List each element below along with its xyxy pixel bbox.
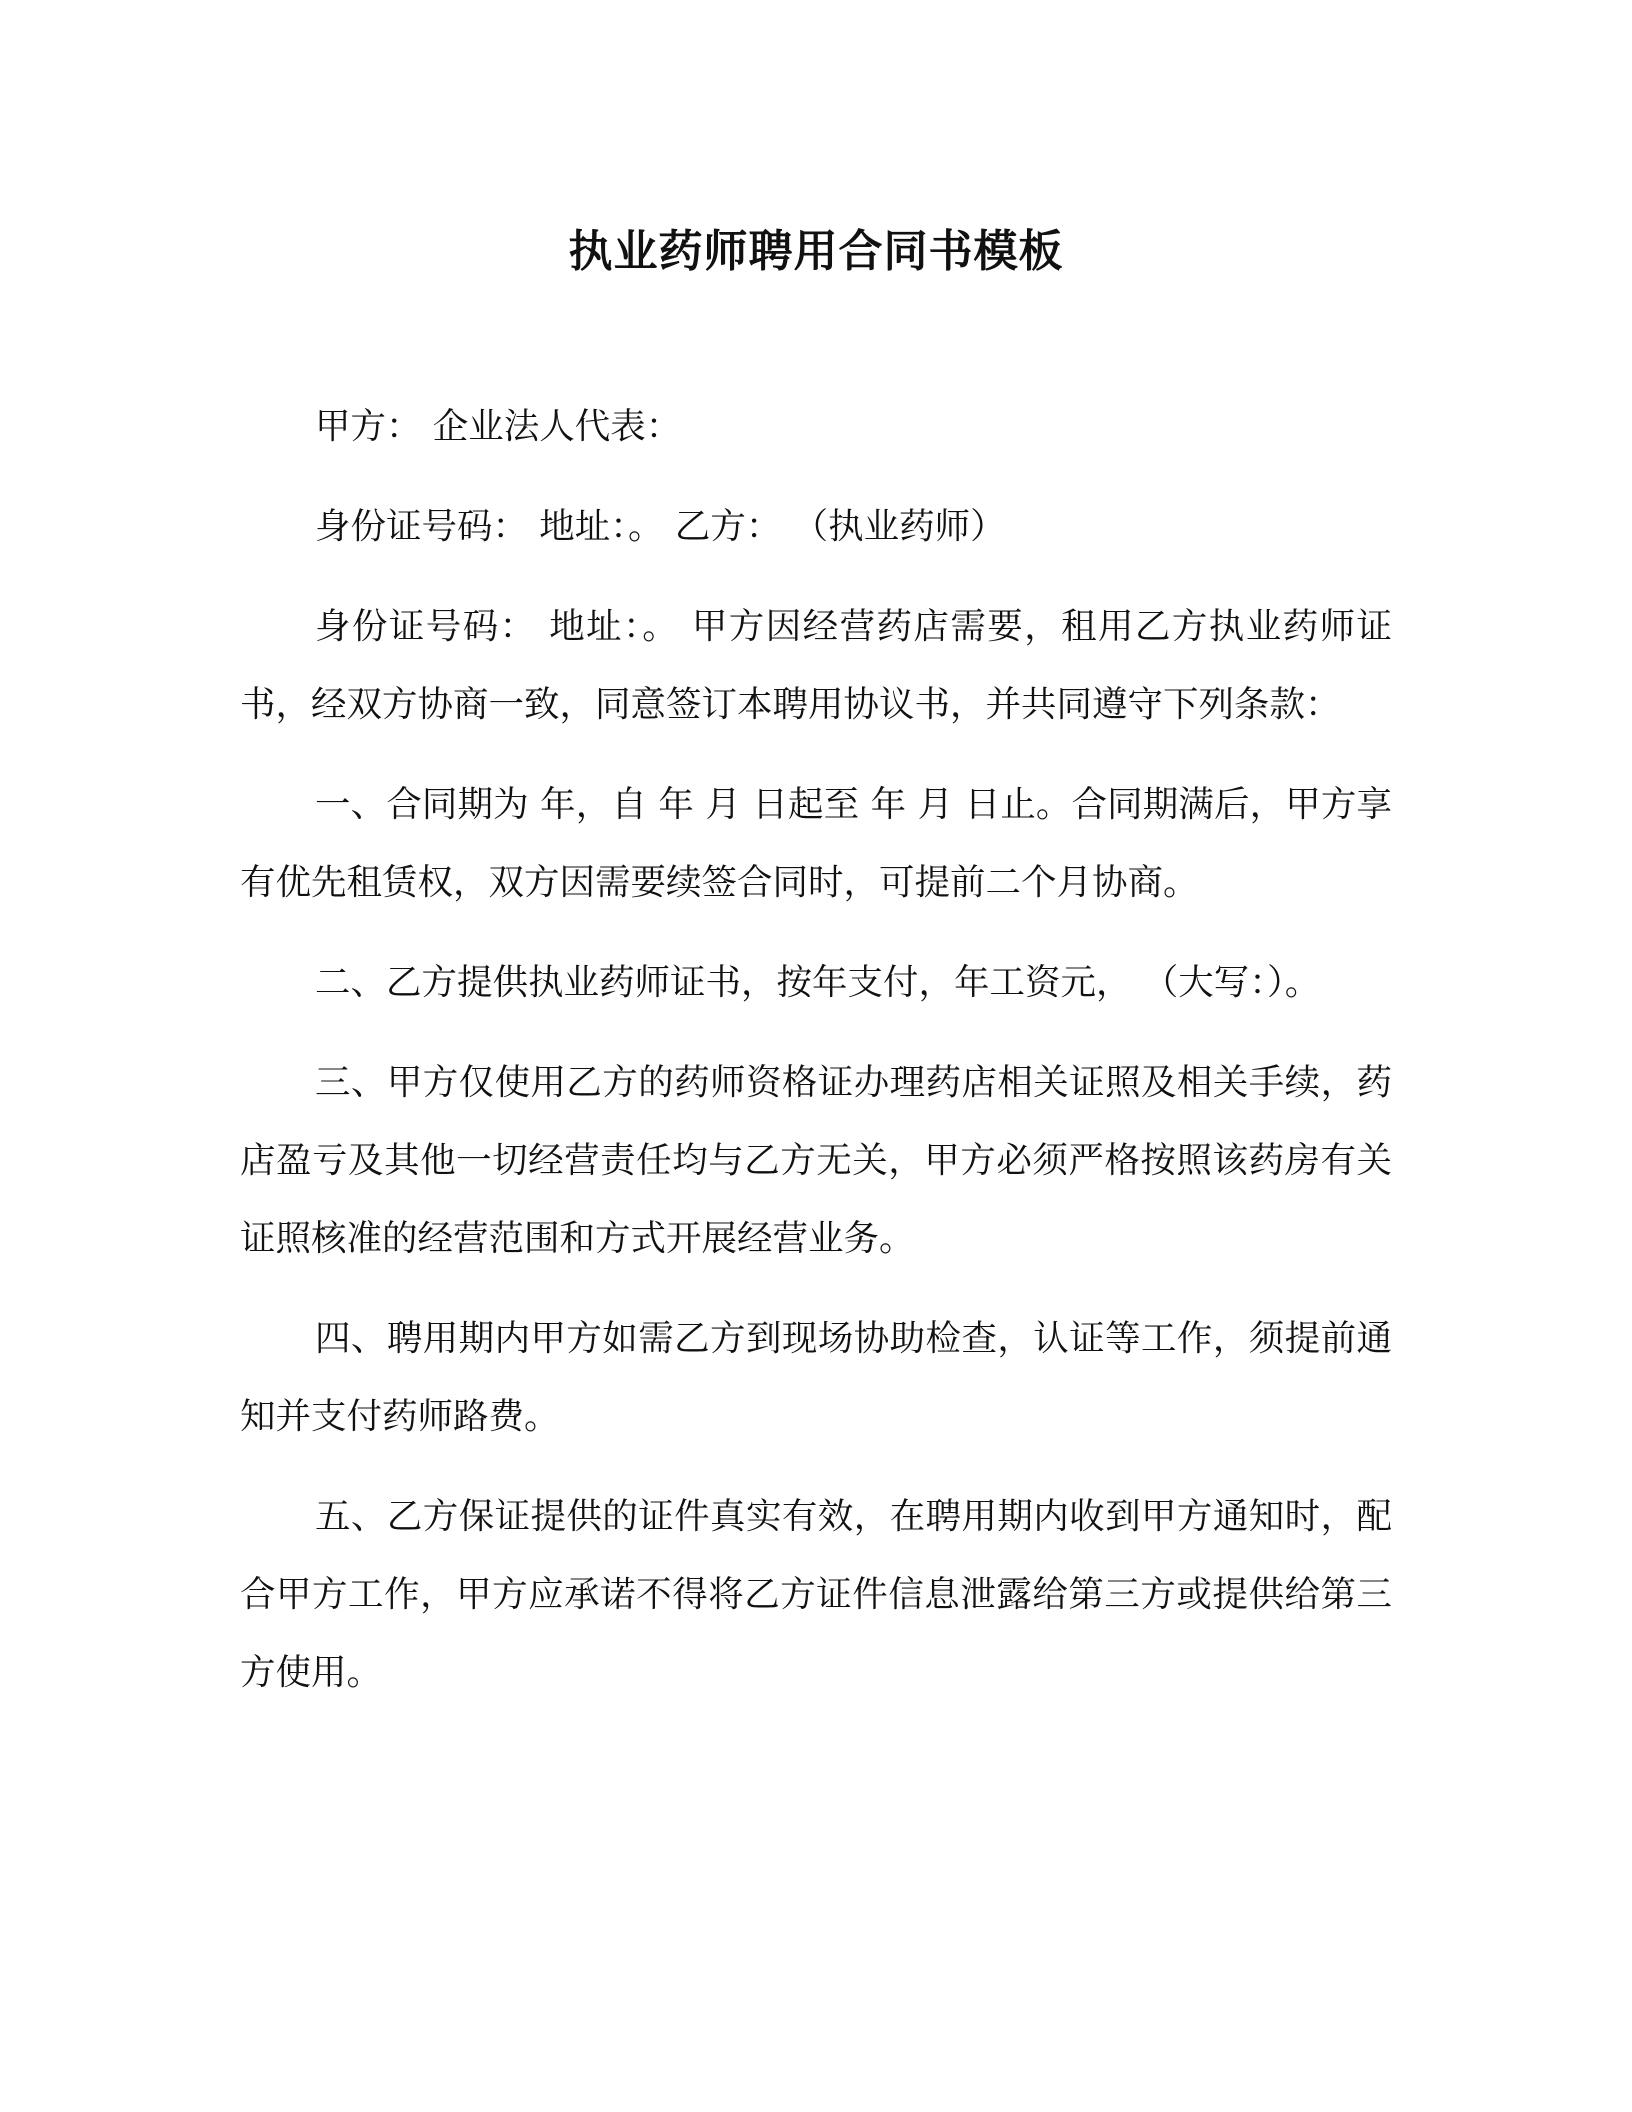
paragraph-preamble: 身份证号码： 地址：。 甲方因经营药店需要，租用乙方执业药师证书，经双方协商一致，同意签订本聘用协议书，并共同遵守下列条款： — [240, 606, 1392, 725]
document-title: 执业药师聘用合同书模板 — [568, 226, 1064, 277]
paragraph-clause-4: 四、聘用期内甲方如需乙方到现场协助检查，认证等工作，须提前通知并支付药师路费。 — [240, 1318, 1392, 1437]
paragraph-clause-2: 二、乙方提供执业药师证书，按年支付，年工资元， （大写：）。 — [315, 962, 1321, 1003]
paragraph-clause-1: 一、合同期为 年，自 年 月 日起至 年 月 日止。合同期满后，甲方享有优先租赁权，双方因需要续签合同时，可提前二个月协商。 — [240, 784, 1392, 903]
paragraph-clause-3: 三、甲方仅使用乙方的药师资格证办理药店相关证照及相关手续，药店盈亏及其他一切经营责任均与乙方无关，甲方必须严格按照该药房有关证照核准的经营范围和方式开展经营业务。 — [240, 1062, 1392, 1259]
paragraph-party-a-id-and-party-b: 身份证号码： 地址：。 乙方： （执业药师） — [315, 506, 1006, 547]
paragraph-party-a: 甲方： 企业法人代表： — [315, 406, 682, 447]
paragraph-clause-5: 五、乙方保证提供的证件真实有效，在聘用期内收到甲方通知时，配合甲方工作，甲方应承诺不得将乙方证件信息泄露给第三方或提供给第三方使用。 — [240, 1496, 1392, 1693]
document-body — [240, 388, 1392, 1712]
